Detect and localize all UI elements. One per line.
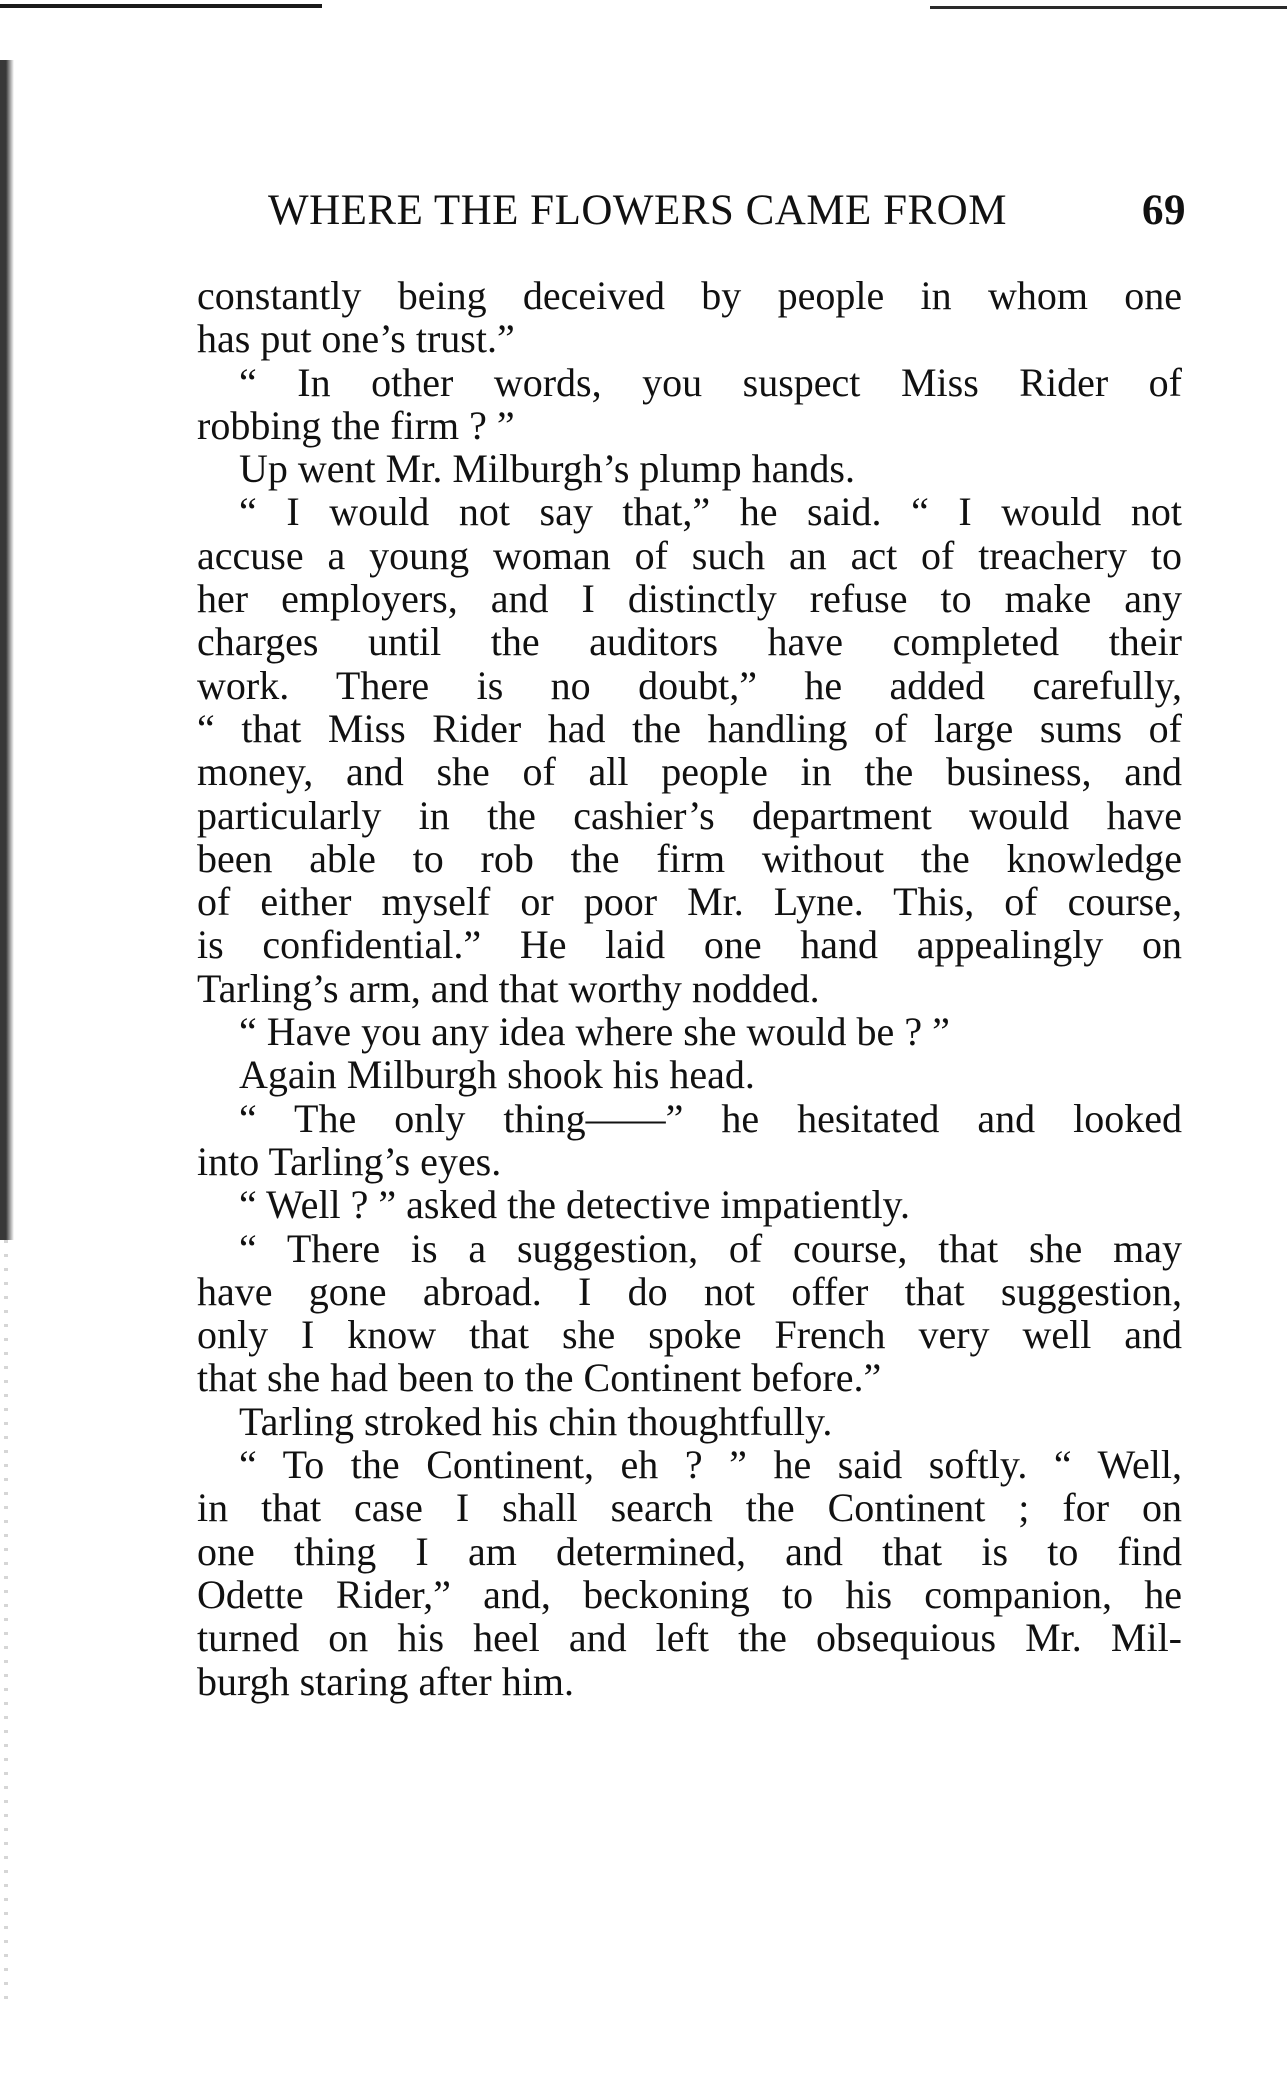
text-line: into Tarling’s eyes. xyxy=(197,1138,502,1184)
binding-shadow-lower xyxy=(4,1240,8,2000)
text-line: only I know that she spoke French very well and xyxy=(197,1312,1182,1358)
text-line: “ Well ? ” asked the detective impatiently. xyxy=(239,1182,910,1228)
text-line: Odette Rider,” and, beckoning to his companion, he xyxy=(197,1571,1182,1617)
text-line: in that case I shall search the Continent ; for on xyxy=(197,1485,1182,1531)
text-line: constantly being deceived by people in whom one xyxy=(197,273,1182,318)
chapter-title: WHERE THE FLOWERS CAME FROM xyxy=(268,187,1007,234)
text-line: “ that Miss Rider had the handling of large sums of xyxy=(197,705,1182,751)
text-line: have gone abroad. I do not offer that suggestion, xyxy=(197,1268,1182,1314)
text-line: particularly in the cashier’s department would have xyxy=(197,792,1182,838)
text-line: money, and she of all people in the business, and xyxy=(197,749,1182,795)
text-line: work. There is no doubt,” he added carefully, xyxy=(197,662,1182,708)
binding-shadow xyxy=(0,60,14,1240)
text-line: has put one’s trust.” xyxy=(197,316,515,362)
text-line: turned on his heel and left the obsequious Mr. Mil- xyxy=(197,1615,1182,1661)
text-line: Again Milburgh shook his head. xyxy=(239,1052,755,1098)
text-line: that she had been to the Continent before.” xyxy=(197,1355,882,1401)
top-edge-rule xyxy=(0,4,322,8)
text-line: been able to rob the firm without the knowledge xyxy=(197,835,1182,881)
text-line: of either myself or poor Mr. Lyne. This, of course, xyxy=(197,879,1182,925)
running-head xyxy=(268,186,1186,242)
text-line: “ Have you any idea where she would be ? ” xyxy=(239,1009,950,1055)
page-number: 69 xyxy=(1142,187,1186,234)
text-line: “ In other words, you suspect Miss Rider of xyxy=(239,359,1182,405)
body-text xyxy=(197,274,1182,1703)
text-line: burgh staring after him. xyxy=(197,1658,574,1704)
text-line: robbing the firm ? ” xyxy=(197,402,515,448)
text-line: charges until the auditors have completed their xyxy=(197,619,1182,665)
text-line: Tarling stroked his chin thoughtfully. xyxy=(239,1398,833,1444)
text-line: her employers, and I distinctly refuse to make any xyxy=(197,576,1182,622)
text-line: one thing I am determined, and that is to find xyxy=(197,1528,1182,1574)
text-line: accuse a young woman of such an act of treachery to xyxy=(197,532,1182,578)
top-edge-rule-right xyxy=(930,6,1287,9)
text-line: is confidential.” He laid one hand appealingly on xyxy=(197,922,1182,968)
text-line: “ There is a suggestion, of course, that she may xyxy=(239,1225,1182,1271)
text-line: “ I would not say that,” he said. “ I would not xyxy=(239,489,1182,535)
text-line: Up went Mr. Milburgh’s plump hands. xyxy=(239,446,855,492)
text-line: Tarling’s arm, and that worthy nodded. xyxy=(197,965,820,1011)
text-line: “ To the Continent, eh ? ” he said softly. “ Well, xyxy=(239,1442,1182,1488)
text-line: “ The only thing——” he hesitated and looked xyxy=(239,1095,1182,1141)
